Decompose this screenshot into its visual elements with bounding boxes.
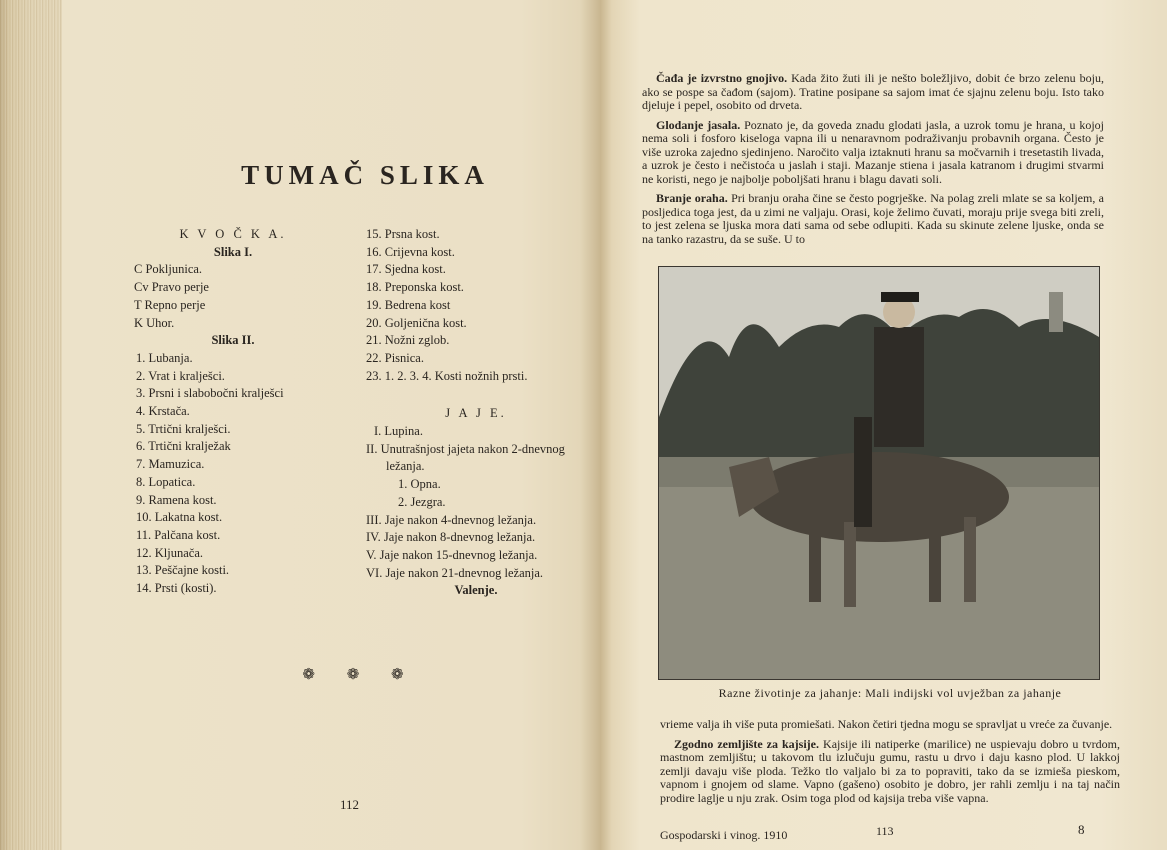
- page-title: TUMAČ SLIKA: [241, 160, 489, 190]
- sheet-number: 8: [1078, 822, 1085, 837]
- paragraph: [660, 718, 1120, 732]
- list-item: 23. 1. 2. 3. 4. Kosti nožnih prsti.: [366, 368, 528, 383]
- bones-column: [366, 226, 606, 600]
- list-item: II. Unutrašnjost jajeta nakon 2-dnevnog: [366, 441, 565, 456]
- list-item: 17. Sjedna kost.: [366, 262, 446, 277]
- list-item: 3. Prsni i slabobočni kralješci: [136, 386, 284, 401]
- paragraph: [642, 119, 1104, 187]
- paragraph-heading: Glodanje jasala.: [656, 117, 741, 132]
- list-item: III. Jaje nakon 4-dnevnog ležanja.: [366, 512, 537, 527]
- paragraph-text: Pri branju oraha čine se često pogrješke. Na polag zreli mlate se sa koljem, a posljedica toga jest, da u zimi ne valjaju. Orasi, koje želimo čuvati, moraju prije svega biti zreli, to jest zelena se ljuska mora dati sama od sebe odlupiti. Kada su skinute zelene ljuske, onda se na tanko razastru, da se suše. U to: [642, 191, 1105, 246]
- list-item: 8. Lopatica.: [136, 474, 196, 489]
- list-item: 20. Goljenična kost.: [366, 315, 467, 330]
- journal-footer: Gospodarski i vinog. 1910: [660, 828, 788, 842]
- list-item: V. Jaje nakon 15-dnevnog ležanja.: [366, 547, 538, 562]
- page-number-right: 113: [876, 824, 894, 838]
- list-item: Cv Pravo perje: [134, 280, 209, 295]
- kvocka-heading: K V O Č K A.: [179, 227, 287, 241]
- list-item: 18. Preponska kost.: [366, 280, 464, 295]
- paragraph-heading: Zgodno zemljište za kajsije.: [674, 736, 820, 751]
- list-item: K Uhor.: [134, 315, 175, 330]
- paragraph-heading: Branje oraha.: [656, 191, 728, 205]
- photo-caption: Razne životinje za jahanje: Mali indijski vol uvježban za jahanje: [718, 686, 1062, 700]
- paragraph: [660, 738, 1120, 806]
- paragraph-heading: Čađa je izvrstno gnojivo.: [656, 71, 788, 85]
- list-item: 6. Trtični kralježak: [136, 439, 231, 454]
- list-item: IV. Jaje nakon 8-dnevnog ležanja.: [366, 530, 536, 545]
- paragraph-text: vrieme valja ih više puta promiešati. Nakon četiri tjedna mogu se spravljat u vreće za čuvanje.: [660, 717, 1113, 731]
- slika1-list: [118, 261, 348, 332]
- list-item: 19. Bedrena kost: [366, 297, 451, 312]
- list-item: 13. Peščajne kosti.: [136, 563, 230, 578]
- list-item: 2. Vrat i kralješci.: [136, 368, 225, 383]
- paragraph-text: Kajsije ili natiperke (marilice) ne uspievaju dobro u tvrdom, mastnom zemljištu; u takovom tlu izlučuju gumu, rastu u drvo i daju kasno plod. U lakkoj zemlji davaju više ploda. Težko tlo valjalo bi za to popraviti, tako da se izmieša pieskom, vapnom i gnojem od slame. Vapno (gašeno) osobito je dobro, jer rahli zemlju i na taj način prodire laglje u nju zrak. Osim toga plod od kajsija treba više vapna.: [660, 736, 1120, 805]
- slika2-list: [118, 350, 348, 598]
- bones-list: [366, 226, 606, 385]
- ornament: ❁ ❁ ❁: [302, 667, 418, 683]
- list-item: 1. Lubanja.: [136, 350, 193, 365]
- list-item: 21. Nožni zglob.: [366, 333, 450, 348]
- list-item: VI. Jaje nakon 21-dnevnog ležanja.: [366, 565, 544, 580]
- list-item: ležanja.: [386, 459, 425, 474]
- list-item: 11. Palčana kost.: [136, 527, 221, 542]
- page-edge: [0, 0, 62, 850]
- list-item: 2. Jezgra.: [398, 494, 446, 509]
- list-item: 15. Prsna kost.: [366, 227, 440, 241]
- list-item: T Repno perje: [134, 297, 206, 312]
- list-item: 5. Trtični kralješci.: [136, 421, 231, 436]
- paragraph: [642, 72, 1104, 113]
- jaje-list: [366, 423, 606, 582]
- list-item: C Pokljunica.: [134, 262, 203, 277]
- list-item: 4. Krstača.: [136, 404, 190, 419]
- list-item: 16. Crijevna kost.: [366, 244, 455, 259]
- jaje-heading: J A J E.: [445, 406, 507, 421]
- valenje-label: Valenje.: [454, 583, 498, 598]
- paragraph-text: Kada žito žuti ili je nešto boležljivo, dobit će brzo zelenu boju, ako se pospe sa čađom (sajom). Tratine posipane sa sajom imat će sjajnu zelenu boju. Isto tako djeluje i pepel, osobito od drveta.: [642, 71, 1104, 112]
- list-item: 1. Opna.: [398, 477, 441, 492]
- list-item: 10. Lakatna kost.: [136, 510, 223, 525]
- page-number-left: 112: [340, 797, 360, 812]
- slika1-heading: Slika I.: [213, 244, 253, 259]
- list-item: I. Lupina.: [374, 424, 423, 439]
- list-item: 9. Ramena kost.: [136, 492, 217, 507]
- list-item: 7. Mamuzica.: [136, 457, 205, 472]
- ox-riding-photo: [658, 266, 1100, 680]
- paragraph: [642, 192, 1104, 246]
- list-item: 12. Kljunača.: [136, 545, 203, 560]
- list-item: 22. Pisnica.: [366, 350, 424, 365]
- bottom-text-block: [660, 718, 1120, 811]
- paragraph-text: Poznato je, da goveda znadu glodati jasla, a uzrok tomu je hrana, u kojoj nema soli i fosforo kiseloga vapna ili u nenaravnom podraživanju probavnih organa. Često je više uzroka zajedno sjedinjeno. Naročito valja iztaknuti hranu sa močvarnih i tresetastih livada, a uzrok je često i nečistoća u jaslah i staji. Mazanje stiena i jasala katranom i drugimi stvarmi ne koristi, nego je najbolje poboljšati hranu i blagu davati soli.: [642, 117, 1105, 186]
- slika2-heading: Slika II.: [211, 333, 255, 348]
- photo-illustration: [659, 267, 1099, 679]
- top-text-block: [642, 72, 1104, 252]
- list-item: 14. Prsti (kosti).: [136, 581, 217, 596]
- kvocka-column: [118, 226, 348, 598]
